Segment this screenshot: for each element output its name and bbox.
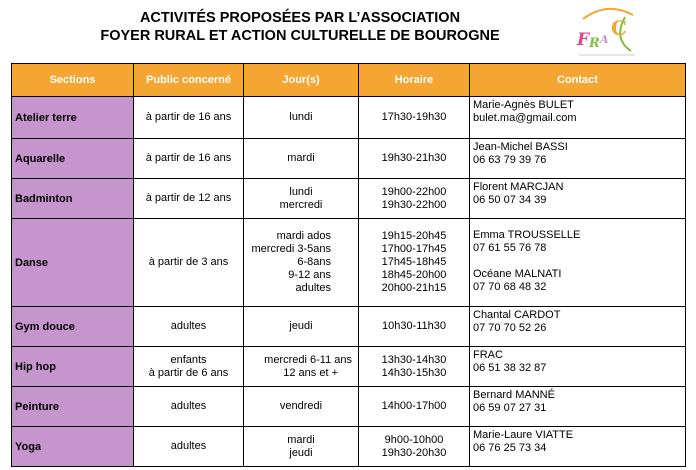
public-cell: adultes xyxy=(134,307,244,347)
activities-table xyxy=(11,63,686,467)
jours-cell: lundi mercredi xyxy=(244,179,359,219)
horaire-cell: 10h30-11h30 xyxy=(359,307,470,347)
header-jours: Jour(s) xyxy=(244,64,359,97)
section-cell: Aquarelle xyxy=(12,139,134,179)
table-row xyxy=(12,427,686,467)
contact-cell: Bernard MANNÉ 06 59 07 27 31 xyxy=(470,387,686,427)
public-cell: à partir de 12 ans xyxy=(134,179,244,219)
section-cell: Yoga xyxy=(12,427,134,467)
table-row xyxy=(12,307,686,347)
table-header-row xyxy=(12,64,686,97)
jours-cell: vendredi xyxy=(244,387,359,427)
public-cell: adultes xyxy=(134,387,244,427)
svg-text:C: C xyxy=(611,16,627,40)
contact-cell: Marie-Laure VIATTE 06 76 25 73 34 xyxy=(470,427,686,467)
contact-cell: Jean-Michel BASSI 06 63 79 39 76 xyxy=(470,139,686,179)
contact-cell: Emma TROUSSELLE 07 61 55 76 78 Océane MALNATI 07 70 68 48 32 xyxy=(470,219,686,307)
contact-cell: Marie-Agnès BULET bulet.ma@gmail.com xyxy=(470,97,686,139)
header-public: Public concerné xyxy=(134,64,244,97)
svg-text:R: R xyxy=(589,36,600,51)
contact-cell: Chantal CARDOT 07 70 70 52 26 xyxy=(470,307,686,347)
horaire-cell: 9h00-10h00 19h30-20h30 xyxy=(359,427,470,467)
contact-cell: FRAC 06 51 38 32 87 xyxy=(470,347,686,387)
section-cell: Peinture xyxy=(12,387,134,427)
title-line-2: FOYER RURAL ET ACTION CULTURELLE DE BOUROGNE xyxy=(100,28,500,44)
public-cell: enfants à partir de 6 ans xyxy=(134,347,244,387)
document-title xyxy=(0,9,600,45)
svg-text:F: F xyxy=(577,30,590,50)
table-row xyxy=(12,347,686,387)
horaire-cell: 13h30-14h30 14h30-15h30 xyxy=(359,347,470,387)
section-cell: Danse xyxy=(12,219,134,307)
jours-cell: mardi ados mercredi 3-5ans 6-8ans 9-12 ans adultes xyxy=(244,219,359,307)
header-horaire: Horaire xyxy=(359,64,470,97)
table-row xyxy=(12,219,686,307)
public-cell: à partir de 16 ans xyxy=(134,97,244,139)
table-row xyxy=(12,139,686,179)
table-row xyxy=(12,179,686,219)
jours-cell: mercredi 6-11 ans 12 ans et + xyxy=(244,347,359,387)
jours-cell: mardi xyxy=(244,139,359,179)
horaire-cell: 19h30-21h30 xyxy=(359,139,470,179)
horaire-cell: 19h00-22h00 19h30-22h00 xyxy=(359,179,470,219)
jours-cell: lundi xyxy=(244,97,359,139)
section-cell: Badminton xyxy=(12,179,134,219)
svg-text:A: A xyxy=(600,33,609,46)
horaire-cell: 17h30-19h30 xyxy=(359,97,470,139)
header-contact: Contact xyxy=(470,64,686,97)
section-cell: Gym douce xyxy=(12,307,134,347)
section-cell: Hip hop xyxy=(12,347,134,387)
public-cell: à partir de 3 ans xyxy=(134,219,244,307)
header-sections: Sections xyxy=(12,64,134,97)
table-row xyxy=(12,387,686,427)
section-cell: Atelier terre xyxy=(12,97,134,139)
horaire-cell: 19h15-20h45 17h00-17h45 17h45-18h45 18h45-20h00 20h00-21h15 xyxy=(359,219,470,307)
public-cell: à partir de 16 ans xyxy=(134,139,244,179)
horaire-cell: 14h00-17h00 xyxy=(359,387,470,427)
title-line-1: ACTIVITÉS PROPOSÉES PAR L’ASSOCIATION xyxy=(139,10,461,26)
table-row xyxy=(12,97,686,139)
jours-cell: mardi jeudi xyxy=(244,427,359,467)
public-cell: adultes xyxy=(134,427,244,467)
contact-email[interactable]: bulet.ma@gmail.com xyxy=(473,112,577,124)
contact-cell: Florent MARCJAN 06 50 07 34 39 xyxy=(470,179,686,219)
frac-logo xyxy=(573,5,641,61)
jours-cell: jeudi xyxy=(244,307,359,347)
